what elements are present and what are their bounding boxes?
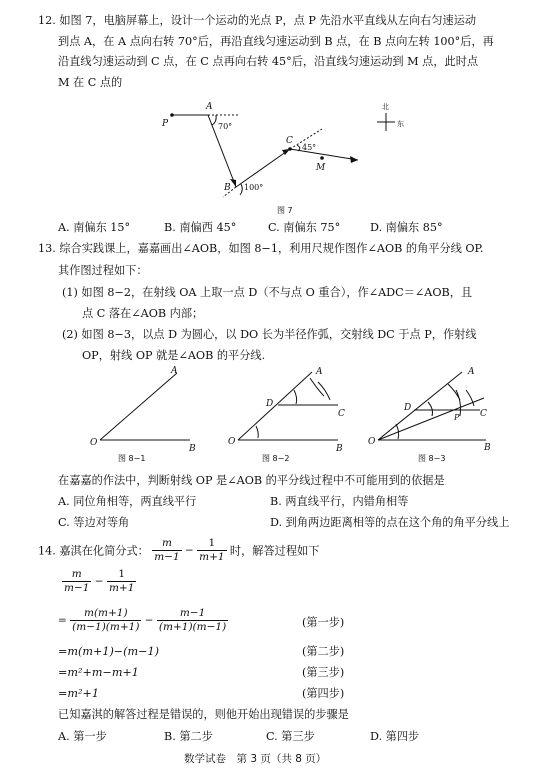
fig82-label-c: C: [338, 409, 345, 419]
fig81-label-b: B: [189, 444, 196, 453]
q13-step-1a: (1) 如图 8−2，在射线 OA 上取一点 D（不与点 O 重合），作∠ADC＝∠AOB，且: [62, 286, 473, 299]
q12-option-b: B. 南偏西 45°: [164, 221, 237, 234]
fig83-label-p: P: [454, 413, 460, 422]
q14-option-d: D. 第四步: [370, 730, 420, 743]
fig7-label-c: C: [286, 136, 293, 146]
q12-line-4: M 在 C 点的: [58, 76, 123, 89]
fig82-label-o: O: [228, 437, 236, 447]
q14-expression: $\frac{m}{m-1}$ − $\frac{1}{m+1}$: [64, 568, 135, 594]
q13-option-d: D. 到角两边距离相等的点在这个角的角平分线上: [270, 516, 510, 529]
fig81-label-o: O: [90, 438, 98, 448]
q14-step-2-expression: =m(m+1)−(m−1): [58, 645, 160, 658]
fig7-label-a: A: [206, 102, 213, 112]
fig83-label-c: C: [480, 409, 487, 419]
q14-option-a: A. 第一步: [58, 730, 107, 743]
figure-8-3: [368, 360, 498, 452]
q14-intro-fraction-1: $\frac{m}{m-1}$: [154, 537, 180, 563]
q14-intro-text-b: 时，解答过程如下: [229, 544, 320, 558]
figure-8-1: [85, 365, 215, 453]
q14-step-3-expression: =m²+m−m+1: [58, 666, 139, 679]
q12-option-d: D. 南偏东 85°: [370, 221, 443, 234]
fig82-label-a: A: [316, 367, 323, 377]
fig83-label-d: D: [404, 403, 412, 413]
q13-step-2b: OP，射线 OP 就是∠AOB 的平分线.: [82, 349, 266, 362]
fig83-label-o: O: [368, 437, 376, 447]
fig7-label-m: M: [316, 163, 326, 173]
q14-step-2-label: (第二步): [302, 645, 345, 658]
compass-north-label: 北: [382, 103, 389, 111]
page-footer: 数学试卷 第 3 页（共 8 页）: [184, 753, 327, 765]
fig82-label-d: D: [266, 399, 274, 409]
fig7-angle-100: 100°: [244, 183, 264, 192]
q12-line-1: 12. 如图 7，电脑屏幕上，设计一个运动的光点 P，点 P 先沿水平直线从左向右匀速运动: [38, 14, 477, 27]
q13-option-c: C. 等边对等角: [58, 516, 130, 529]
q14-step-4-label: (第四步): [302, 687, 345, 700]
fig7-label-p: P: [162, 119, 169, 129]
figure-7: [150, 95, 440, 205]
q13-option-b: B. 两直线平行，内错角相等: [270, 495, 409, 508]
fig83-label-a: A: [468, 367, 475, 377]
figure-8-3-caption: 图 8−3: [418, 454, 446, 463]
q14-option-c: C. 第三步: [266, 730, 315, 743]
q14-step-1-expression: = $\frac{m(m+1)}{(m-1)(m+1)}$ − $\frac{m-1}{(m+1)(m-1)}$: [58, 607, 227, 633]
figure-8-2: [226, 360, 356, 452]
q14-step-4-expression: =m²+1: [58, 687, 99, 700]
q13-line-2: 其作图过程如下：: [58, 264, 148, 277]
q12-line-2: 到点 A，在 A 点向右转 70°后，再沿直线匀速运动到 B 点，在 B 点向左转 100°后，再: [58, 35, 494, 48]
compass-east-label: 东: [397, 120, 404, 128]
q14-question: 已知嘉淇的解答过程是错误的，则他开始出现错误的步骤是: [58, 708, 349, 721]
q12-line-3: 沿直线匀速运动到 C 点，在 C 点再向右转 45°后，沿直线匀速运动到 M 点，此时点: [58, 55, 479, 68]
q13-line-1: 13. 综合实践课上，嘉嘉画出∠AOB，如图 8−1，利用尺规作图作∠AOB 的角平分线 OP.: [38, 242, 484, 255]
q14-option-b: B. 第二步: [164, 730, 213, 743]
q13-step-1b: 点 C 落在∠AOB 内部；: [82, 307, 204, 320]
q14-intro-text-a: 14. 嘉淇在化简分式：: [38, 544, 149, 558]
figure-7-caption: 图 7: [277, 206, 293, 215]
fig7-angle-45: 45°: [302, 143, 317, 152]
fig7-label-b: B: [224, 183, 231, 193]
figure-8-2-caption: 图 8−2: [262, 454, 290, 463]
q14-step-1-label: (第一步): [302, 616, 345, 629]
fig81-label-a: A: [171, 366, 178, 376]
q12-option-c: C. 南偏东 75°: [268, 221, 341, 234]
q13-option-a: A. 同位角相等，两直线平行: [58, 495, 197, 508]
fig82-label-b: B: [336, 444, 343, 452]
figure-8-1-caption: 图 8−1: [118, 454, 146, 463]
q13-question: 在嘉嘉的作法中，判断射线 OP 是∠AOB 的平分线过程中不可能用到的依据是: [58, 474, 445, 487]
q13-step-2a: (2) 如图 8−3，以点 D 为圆心，以 DO 长为半径作弧，交射线 DC 于点 P，作射线: [62, 328, 477, 341]
q14-intro: 14. 嘉淇在化简分式： $\frac{m}{m-1}$ − $\frac{1}{m+1}$ 时，解答过程如下: [38, 537, 320, 563]
fig83-label-b: B: [484, 443, 491, 452]
fig7-angle-70: 70°: [218, 122, 233, 131]
q12-option-a: A. 南偏东 15°: [58, 221, 131, 234]
q14-intro-fraction-2: $\frac{1}{m+1}$: [199, 537, 225, 563]
q14-step-3-label: (第三步): [302, 666, 345, 679]
